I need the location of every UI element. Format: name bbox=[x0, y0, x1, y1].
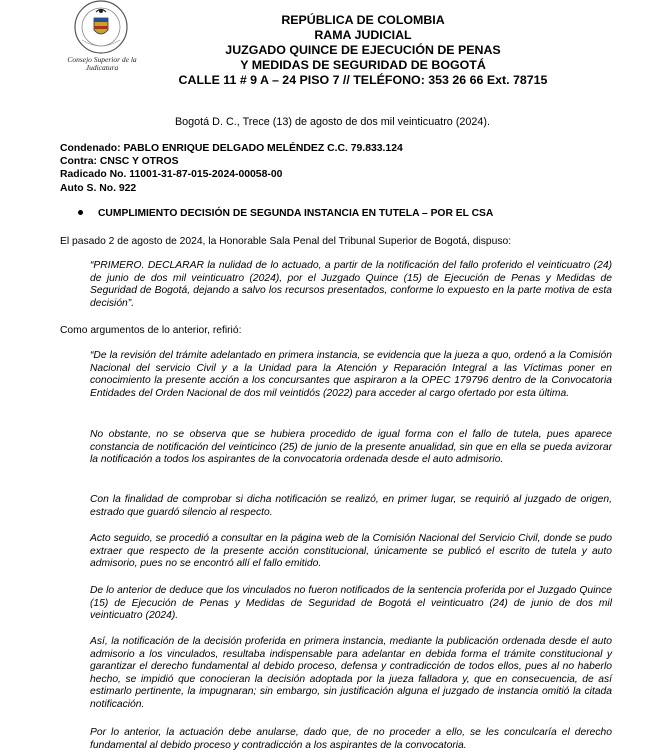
document-header bbox=[128, 13, 598, 88]
quote-paragraph-2: No obstante, no se observa que se hubiera procedido de igual forma con el fallo de tutela, pues aparece constancia de notificación del veinticinco (25) de junio de la presente anualidad, sin que en ella se pueda avizorar la notificación a todos los aspirantes de la convocatoria ordenada desde el auto admisorio. bbox=[90, 429, 612, 466]
quote-paragraph-1: “De la revisión del trámite adelantado en primera instancia, se evidencia que la jueza a quo, ordenó a la Comisión Nacional del servicio Civil y a la Unidad para la Atención y Reparación Integral a las Víctimas poner en conocimiento la presente acción a los concursantes que aspiraron a la OPEC 179796 dentro de la Convocatoria Entidades del Orden Nacional de dos mil veintidós (2022) para acceder al cargo ofertado por esta última. bbox=[90, 350, 612, 399]
header-court-2: Y MEDIDAS DE SEGURIDAD DE BOGOTÁ bbox=[240, 58, 486, 72]
header-address: CALLE 11 # 9 A – 24 PISO 7 // TELÉFONO: 353 26 66 Ext. 78715 bbox=[178, 73, 548, 87]
condenado-line: Condenado: PABLO ENRIQUE DELGADO MELÉNDEZ C.C. 79.833.124 bbox=[60, 143, 403, 154]
section-bullet bbox=[78, 208, 493, 219]
section-heading: CUMPLIMIENTO DECISIÓN DE SEGUNDA INSTANCIA EN TUTELA – POR EL CSA bbox=[98, 208, 494, 219]
logo-caption: Consejo Superior de la Judicatura bbox=[67, 55, 137, 72]
contra-line: Contra: CNSC Y OTROS bbox=[60, 156, 179, 168]
header-branch: RAMA JUDICIAL bbox=[314, 28, 412, 42]
header-court: JUZGADO QUINCE DE EJECUCIÓN DE PENAS bbox=[225, 43, 501, 57]
quote-paragraph-7: Por lo anterior, la actuación debe anularse, dado que, de no proceder a ello, se les conculcaría el derecho fundamental al debido proceso y contradicción a los aspirantes de la convocatoria. bbox=[90, 727, 612, 751]
quote-paragraph-5: De lo anterior de deduce que los vinculados no fueron notificados de la sentencia proferida por el Juzgado Quince (15) de Ejecución de Penas y Medidas de Seguridad de Bogotá el veinticuatro (24) de junio de dos mil veinticuatro (2024). bbox=[90, 585, 612, 622]
case-metadata bbox=[60, 142, 403, 195]
intro-paragraph: El pasado 2 de agosto de 2024, la Honorable Sala Penal del Tribunal Superior de Bogotá, dispuso: bbox=[60, 236, 512, 247]
quote-primero: “PRIMERO. DECLARAR la nulidad de lo actuado, a partir de la notificación del fallo proferido el veinticuatro (24) de junio de dos mil veinticuatro (2024), por el Juzgado Quince (15) de Ejecución de Penas y Medidas de Seguridad de Bogotá, dejando a salvo los recursos presentados, conforme lo expuesto en la parte motiva de esta decisión”. bbox=[90, 260, 612, 309]
quote-paragraph-4: Acto seguido, se procedió a consultar en la página web de la Comisión Nacional del Servicio Civil, donde se pudo extraer que respecto de la presente acción constitucional, únicamente se publicó el escrito de tutela y auto admisorio, pues no se encontró allí el fallo emitido. bbox=[90, 533, 612, 570]
document-date: Bogotá D. C., Trece (13) de agosto de dos mil veinticuatro (2024). bbox=[174, 116, 491, 128]
header-country: REPÚBLICA DE COLOMBIA bbox=[281, 13, 445, 27]
quote-paragraph-6: Así, la notificación de la decisión proferida en primera instancia, mediante la publicación ordenada desde el auto admisorio a los vinculados, resultaba indispensable para adelantar en debida forma el trámite constitucional y garantizar el derecho fundamental al debido proceso, defensa y contradicción de todos ellos, pues al no haberlo hecho, se impidió que conocieran la decisión adoptada por la jueza falladora y, que en consecuencia, de así estimarlo pertinente, la impugnaran; sin embargo, sin justificación alguna el juzgado de instancia omitió la citada notificación. bbox=[90, 636, 612, 710]
arguments-intro: Como argumentos de lo anterior, refirió: bbox=[60, 325, 242, 336]
radicado-line: Radicado No. 11001-31-87-015-2024-00058-00 bbox=[60, 169, 283, 181]
bullet-icon bbox=[78, 210, 83, 215]
auto-line: Auto S. No. 922 bbox=[60, 182, 137, 194]
quote-paragraph-3: Con la finalidad de comprobar si dicha notificación se realizó, en primer lugar, se requirió al juzgado de origen, estrado que guardó silencio al respecto. bbox=[90, 494, 612, 518]
